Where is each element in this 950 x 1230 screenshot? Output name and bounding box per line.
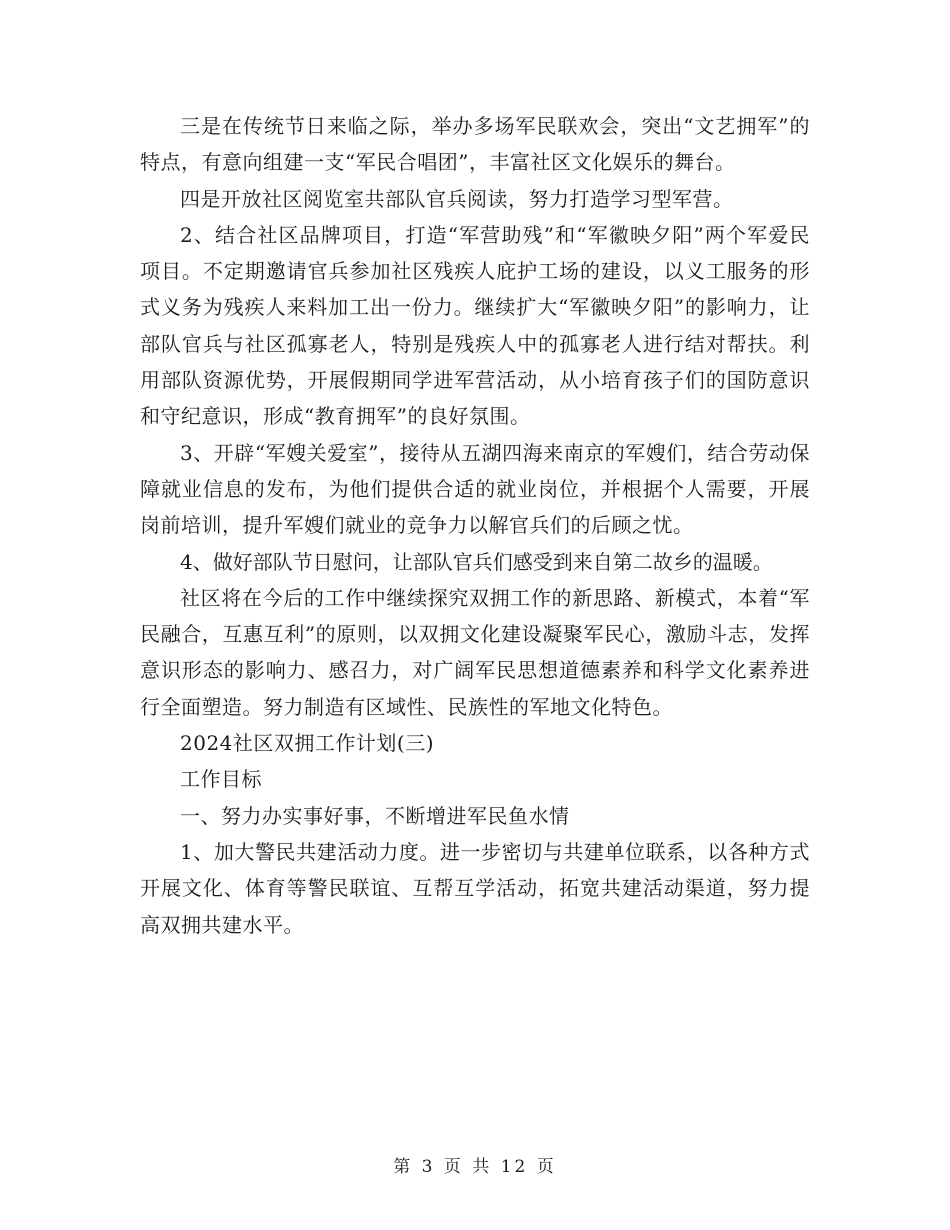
paragraph-future-work: 社区将在今后的工作中继续探究双拥工作的新思路、新模式，本着“军民融合，互惠互利”的原则，以双拥文化建设凝聚军民心，激励斗志，发挥意识形态的影响力、感召力，对广阔军民思想道德素养和科学文化素养进行全面塑造。努力制造有区域性、民族性的军地文化特色。 bbox=[140, 585, 810, 719]
page-number-footer: 第 3 页 共 12 页 bbox=[393, 1157, 557, 1177]
section-title-plan-three: 2024社区双拥工作计划(三) bbox=[180, 731, 435, 756]
heading-goal-one: 一、努力办实事好事，不断增进军民鱼水情 bbox=[180, 803, 570, 828]
paragraph-holiday-visits: 4、做好部队节日慰问，让部队官兵们感受到来自第二故乡的温暖。 bbox=[180, 549, 773, 574]
document-body bbox=[140, 108, 810, 943]
paragraph-police-civilian-cooperation: 1、加大警民共建活动力度。进一步密切与共建单位联系，以各种方式开展文化、体育等警民联谊、互帮互学活动，拓宽共建活动渠道，努力提高双拥共建水平。 bbox=[140, 839, 810, 937]
paragraph-festival-party: 三是在传统节日来临之际，举办多场军民联欢会，突出“文艺拥军”的特点，有意向组建一支“军民合唱团”，丰富社区文化娱乐的舞台。 bbox=[140, 114, 810, 175]
heading-work-goals: 工作目标 bbox=[180, 767, 262, 792]
paragraph-reading-room: 四是开放社区阅览室共部队官兵阅读，努力打造学习型军营。 bbox=[180, 186, 734, 211]
paragraph-military-wives-room: 3、开辟“军嫂关爱室”，接待从五湖四海来南京的军嫂们，结合劳动保障就业信息的发布，为他们提供合适的就业岗位，并根据个人需要，开展岗前培训，提升军嫂们就业的竞争力以解官兵们的后顾之忧。 bbox=[140, 440, 810, 538]
paragraph-brand-projects: 2、结合社区品牌项目，打造“军营助残”和“军徽映夕阳”两个军爱民项目。不定期邀请官兵参加社区残疾人庇护工场的建设，以义工服务的形式义务为残疾人来料加工出一份力。继续扩大“军徽映夕阳”的影响力，让部队官兵与社区孤寡老人，特别是残疾人中的孤寡老人进行结对帮扶。利用部队资源优势，开展假期同学进军营活动，从小培育孩子们的国防意识和守纪意识，形成“教育拥军”的良好氛围。 bbox=[140, 222, 810, 429]
